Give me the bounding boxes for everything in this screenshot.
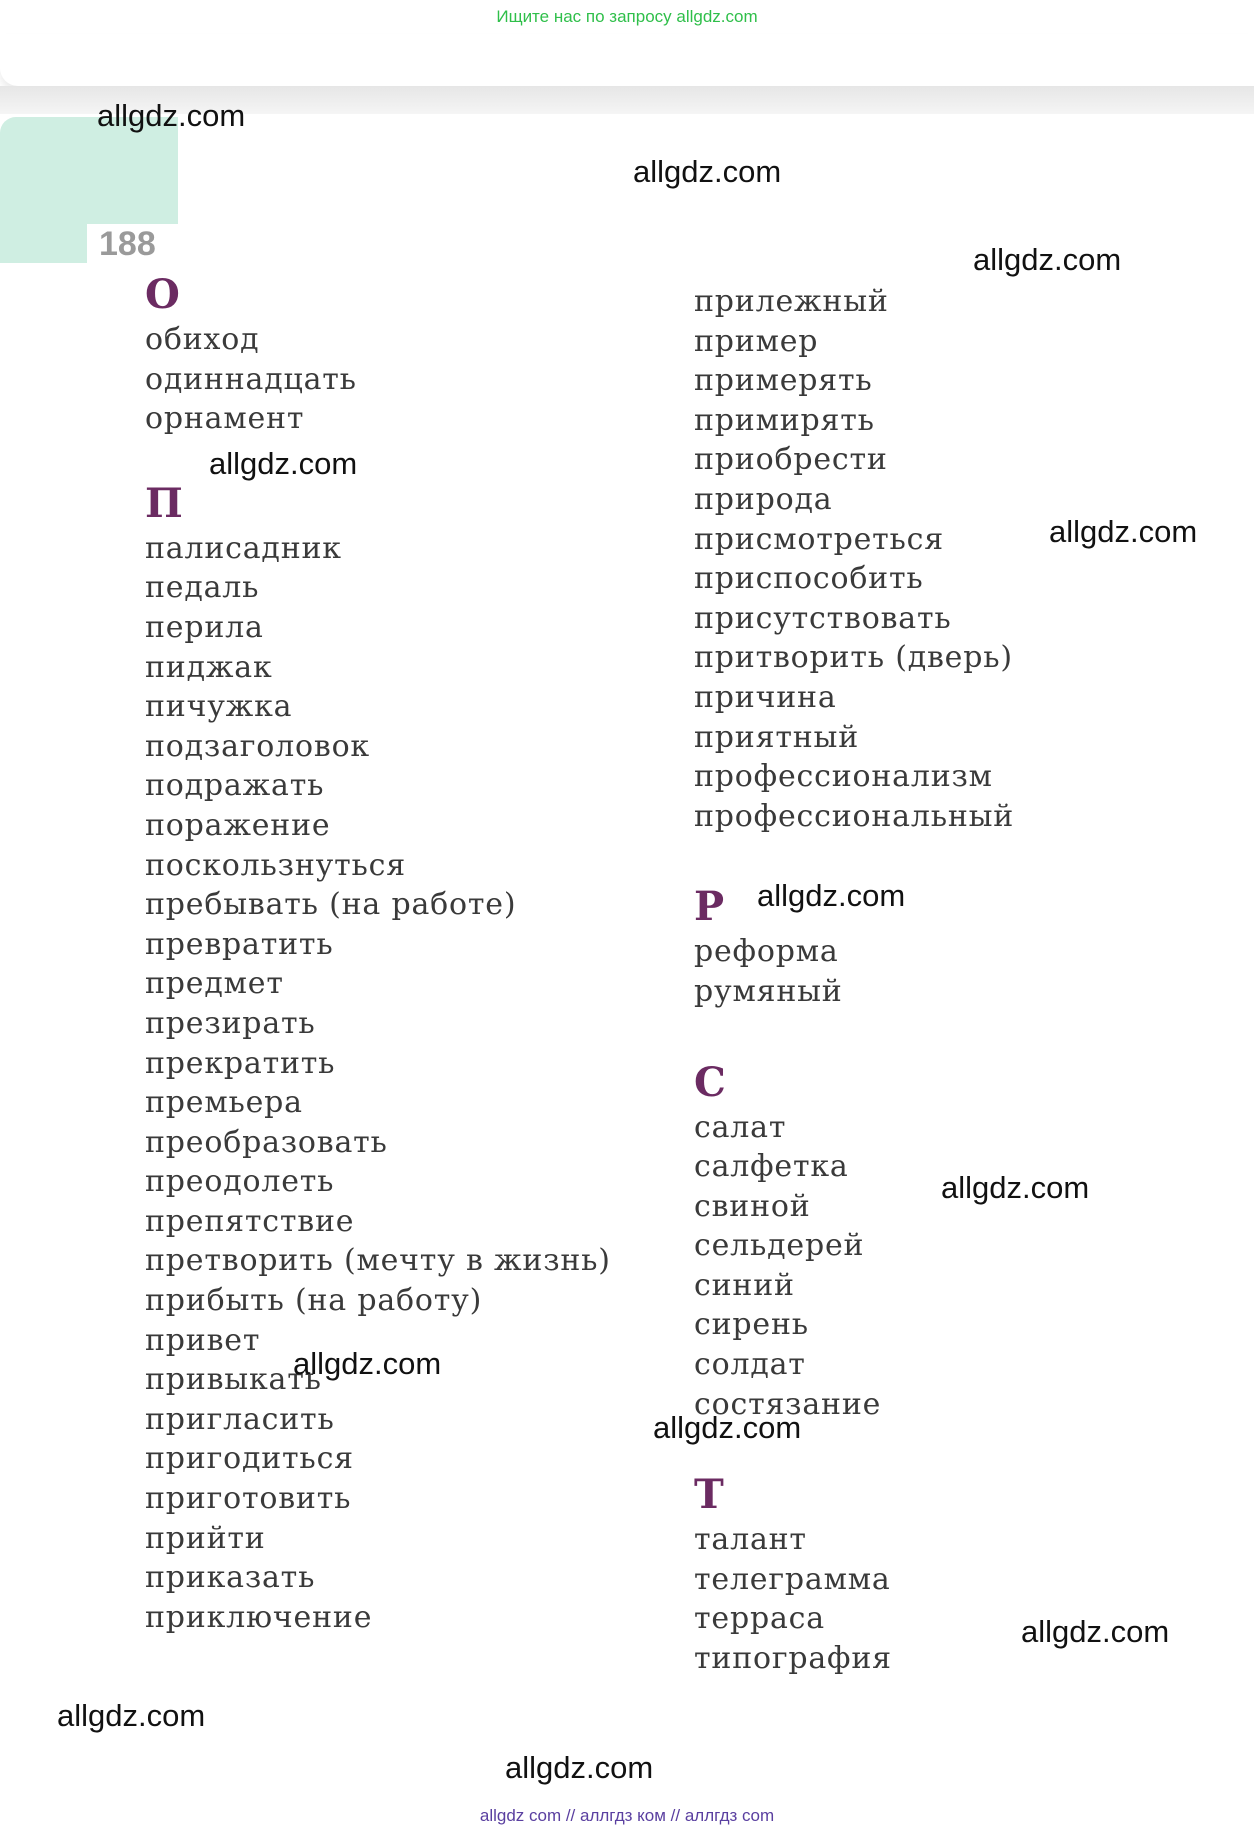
word-entry: превратить (145, 926, 334, 962)
word-entry: препятствие (145, 1203, 355, 1239)
word-entry: причина (694, 679, 837, 715)
watermark: allgdz.com (1049, 514, 1198, 549)
section-letter: Т (694, 1471, 724, 1519)
watermark: allgdz.com (941, 1170, 1090, 1205)
word-entry: презирать (145, 1005, 316, 1041)
section-o (145, 272, 611, 439)
word-entry: привет (145, 1322, 261, 1358)
word-entry: педаль (145, 570, 260, 606)
section-p-continued (694, 282, 1014, 836)
watermark: allgdz.com (209, 446, 358, 481)
word-entry: салат (694, 1109, 787, 1145)
word-entry: приготовить (145, 1481, 352, 1517)
word-entry: пичужка (145, 689, 293, 725)
word-entry: присмотреться (694, 521, 945, 557)
section-letter: Р (694, 883, 725, 931)
word-entry: одиннадцать (145, 361, 357, 397)
word-entry: поражение (145, 807, 331, 843)
watermark: allgdz.com (973, 242, 1122, 277)
word-entry: профессионализм (694, 759, 993, 795)
section-t (694, 1472, 1014, 1678)
word-entry: подзаголовок (145, 728, 370, 764)
word-entry: преодолеть (145, 1164, 335, 1200)
word-entry: приказать (145, 1560, 316, 1596)
section-p (145, 481, 611, 1638)
word-entry: свиной (694, 1188, 811, 1224)
word-entry: профессиональный (694, 798, 1015, 834)
word-entry: прийти (145, 1520, 266, 1556)
word-entry: солдат (694, 1347, 806, 1383)
word-entry: сельдерей (694, 1228, 865, 1264)
footer-links[interactable]: allgdz com // аллгдз ком // аллгдз com (479, 1806, 775, 1825)
word-entry: прибыть (на работу) (145, 1283, 483, 1319)
word-entry: пиджак (145, 649, 273, 685)
word-entry: прекратить (145, 1045, 336, 1081)
word-entry: притворить (дверь) (694, 640, 1013, 676)
watermark: allgdz.com (1021, 1614, 1170, 1649)
section-s (694, 1060, 1014, 1425)
word-entry: пригодиться (145, 1441, 354, 1477)
word-entry: перила (145, 609, 264, 645)
page-number: 188 (87, 224, 189, 264)
watermark: allgdz.com (505, 1750, 654, 1785)
word-entry: преобразовать (145, 1124, 388, 1160)
word-entry: приобрести (694, 442, 888, 478)
word-entry: премьера (145, 1085, 303, 1121)
watermark: allgdz.com (757, 878, 906, 913)
section-letter: П (145, 479, 183, 527)
top-banner[interactable]: Ищите нас по запросу allgdz.com (496, 7, 758, 26)
word-entry: поскользнуться (145, 847, 406, 883)
word-entry: приспособить (694, 561, 924, 597)
word-entry: примирять (694, 402, 875, 438)
section-letter: О (145, 271, 180, 318)
word-entry: пример (694, 323, 819, 359)
word-entry: приключение (145, 1599, 373, 1635)
section-letter: С (694, 1058, 726, 1106)
word-entry: сирень (694, 1307, 809, 1343)
word-entry: салфетка (694, 1149, 849, 1185)
word-entry: примерять (694, 363, 873, 399)
word-entry: румяный (694, 973, 843, 1009)
viewer-toolbar (0, 34, 1254, 86)
word-entry: типография (694, 1641, 892, 1677)
word-entry: привыкать (145, 1362, 322, 1398)
watermark: allgdz.com (293, 1346, 442, 1381)
word-entry: предмет (145, 966, 284, 1002)
word-entry: пригласить (145, 1401, 335, 1437)
word-entry: претворить (мечту в жизнь) (145, 1243, 611, 1279)
watermark: allgdz.com (57, 1698, 206, 1733)
word-entry: природа (694, 481, 833, 517)
word-entry: состязание (694, 1386, 882, 1422)
watermark: allgdz.com (97, 98, 246, 133)
word-entry: синий (694, 1267, 795, 1303)
word-entry: прилежный (694, 284, 889, 319)
word-entry: телеграмма (694, 1561, 891, 1597)
word-entry: приятный (694, 719, 859, 755)
right-column (694, 282, 1014, 1679)
word-entry: талант (694, 1522, 807, 1558)
word-entry: пребывать (на работе) (145, 887, 517, 923)
watermark: allgdz.com (653, 1410, 802, 1445)
word-entry: реформа (694, 934, 839, 970)
word-entry: обиход (145, 322, 260, 357)
word-entry: подражать (145, 768, 325, 804)
word-entry: палисадник (145, 530, 342, 566)
word-entry: терраса (694, 1601, 825, 1637)
word-entry: присутствовать (694, 600, 952, 636)
word-entry: орнамент (145, 401, 305, 437)
watermark: allgdz.com (633, 154, 782, 189)
